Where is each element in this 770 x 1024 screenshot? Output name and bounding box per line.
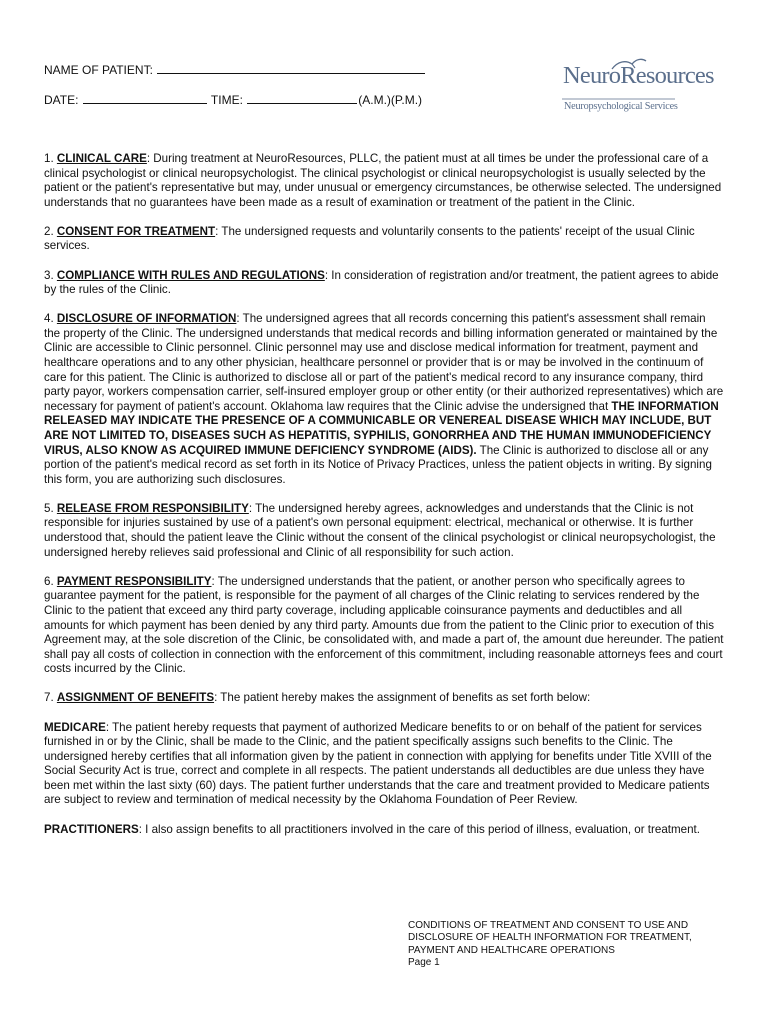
section-compliance: 3. COMPLIANCE WITH RULES AND REGULATIONS: In consideration of registration and/or treatment, the patient agrees to abide by the rules of the Clinic. bbox=[44, 268, 719, 297]
section-assignment: 7. ASSIGNMENT OF BENEFITS: The patient hereby makes the assignment of benefits as set forth below: bbox=[44, 691, 591, 705]
section-title: ASSIGNMENT OF BENEFITS bbox=[56, 691, 215, 705]
section-title: DISCLOSURE OF INFORMATION bbox=[56, 312, 237, 326]
section-clinical-care: 1. CLINICAL CARE: During treatment at NeuroResources, PLLC, the patient must at all times be under the professional care of a clinical psychologist or clinical neuropsychologist. The clinical psychologist or clinical neuropsychologist is usually selected by the patient or the patient's representative but may, under unusual or emergency circumstances, be otherwise selected. The undersigned understands that no guarantees have been made as a result of examination or treatment of the patient in the Clinic. bbox=[44, 152, 722, 209]
section-consent-for-treatment: 2. CONSENT FOR TREATMENT: The undersigned requests and voluntarily consents to the patients' receipt of the usual Clinic services. bbox=[44, 224, 695, 253]
footer-line: DISCLOSURE OF HEALTH INFORMATION FOR TREATMENT, bbox=[408, 932, 692, 944]
time-label: TIME: bbox=[210, 93, 243, 107]
section-title: CONSENT FOR TREATMENT bbox=[56, 224, 216, 238]
patient-name-row bbox=[44, 62, 426, 78]
neuroresources-logo bbox=[562, 55, 714, 120]
section-practitioners: PRACTITIONERS: I also assign benefits to all practitioners involved in the care of this period of illness, evaluation, or treatment. bbox=[44, 822, 700, 836]
date-time-row bbox=[44, 92, 422, 108]
page-number: Page 1 bbox=[408, 956, 440, 968]
section-medicare: MEDICARE: The patient hereby requests that payment of authorized Medicare benefits to or on behalf of the patient for services furnished in or by the Clinic, shall be made to the Clinic, and the patient specifically assigns such benefits to the Clinic. The undersigned hereby certifies that all information given by the patient in connection with applying for benefits under Title XVIII of the Social Security Act is true, correct and complete in all respects. The patient understands all deductibles are due unless they have been met within the last sixty (60) days. The patient further understands that the care and treatment provided to Medicare patients are subject to review and termination of medical necessity by the Oklahoma Foundation of Peer Review. bbox=[44, 720, 712, 807]
logo-subtitle: Neuropsychological Services bbox=[564, 101, 678, 112]
ampm-label: (A.M.)(P.M.) bbox=[358, 93, 423, 107]
logo-wordmark: NeuroResources bbox=[563, 62, 714, 89]
subsection-title: MEDICARE bbox=[44, 720, 106, 734]
section-title: COMPLIANCE WITH RULES AND REGULATIONS bbox=[56, 268, 325, 282]
time-field[interactable] bbox=[247, 92, 357, 104]
section-disclosure: 4. DISCLOSURE OF INFORMATION: The undersigned agrees that all records concerning this patient's assessment shall remain the property of the Clinic. The undersigned understands that medical records and billing information generated or maintained by the Clinic are accessible to Clinic personnel. Clinic personnel may use and disclose medical information for treatment, payment and healthcare operations and to any other physician, healthcare personnel or provider that is or may be involved in the continuum of care for this patient. The Clinic is authorized to disclose all or part of the patient's medical record to any insurance company, third party payor, workers compensation carrier, self-insured employer group or other entity (or their authorized representatives) which are necessary for payment of patient's account. Oklahoma law requires that the Clinic advise the undersigned that THE INFORMATION RELEASED MAY INDICATE THE PRESENCE OF A COMMUNICABLE OR VENEREAL DISEASE WHICH MAY INCLUDE, BUT ARE NOT LIMITED TO, DISEASES SUCH AS HEPATITIS, SYPHILIS, GONORRHEA AND THE HUMAN IMMUNODEFICIENCY VIRUS, ALSO KNOW AS ACQUIRED IMMUNE DEFICIENCY SYNDROME (AIDS). The Clinic is authorized to disclose all or any portion of the patient's medical record as set forth in its Notice of Privacy Practices, unless the patient objects in writing. By signing this form, you are authorizing such disclosures. bbox=[44, 312, 724, 486]
patient-name-field[interactable] bbox=[157, 62, 425, 74]
patient-name-label: NAME OF PATIENT: bbox=[44, 63, 153, 77]
footer-line: PAYMENT AND HEALTHCARE OPERATIONS bbox=[408, 944, 615, 956]
page-footer bbox=[408, 920, 728, 969]
document-body bbox=[44, 152, 724, 852]
section-title: RELEASE FROM RESPONSIBILITY bbox=[56, 501, 249, 515]
section-release: 5. RELEASE FROM RESPONSIBILITY: The undersigned hereby agrees, acknowledges and understands that the Clinic is not responsible for injuries sustained by use of a patient's own personal equipment: electrical, mechanical or otherwise. It is further understood that, should the patient leave the Clinic without the consent of the clinical psychologist or clinical neuropsychologist, the undersigned hereby relieves said professional and Clinic of all responsibility for such action. bbox=[44, 501, 716, 559]
section-title: CLINICAL CARE bbox=[56, 152, 147, 165]
section-title: PAYMENT RESPONSIBILITY bbox=[56, 574, 212, 588]
section-payment: 6. PAYMENT RESPONSIBILITY: The undersigned understands that the patient, or another person who specifically agrees to guarantee payment for the patient, is responsible for the payment of all charges of the Clinic relating to services rendered by the Clinic to the patient that exceed any third party coverage, including applicable coinsurance payments and deductibles and all amounts for which payment has been denied by any third party. Amounts due from the patient to the Clinic prior to execution of this Agreement may, at the sole discretion of the Clinic, be consolidated with, and made a part of, the amount due hereunder. The patient shall pay all costs of collection in connection with the enforcement of this commitment, including reasonable attorneys fees and court costs incurred by the Clinic. bbox=[44, 574, 724, 676]
footer-line: CONDITIONS OF TREATMENT AND CONSENT TO USE AND bbox=[408, 920, 689, 931]
date-field[interactable] bbox=[83, 92, 207, 104]
disclosure-warning: THE INFORMATION RELEASED MAY INDICATE THE PRESENCE OF A COMMUNICABLE OR VENEREAL DISEASE WHICH MAY INCLUDE, BUT ARE NOT LIMITED TO, DISEASES SUCH AS HEPATITIS, SYPHILIS, GONORRHEA AND THE HUMAN IMMUNODEFICIENCY VIRUS, ALSO KNOW AS ACQUIRED IMMUNE DEFICIENCY SYNDROME (AIDS). bbox=[44, 399, 719, 457]
date-label: DATE: bbox=[44, 93, 79, 107]
subsection-title: PRACTITIONERS bbox=[44, 822, 139, 836]
